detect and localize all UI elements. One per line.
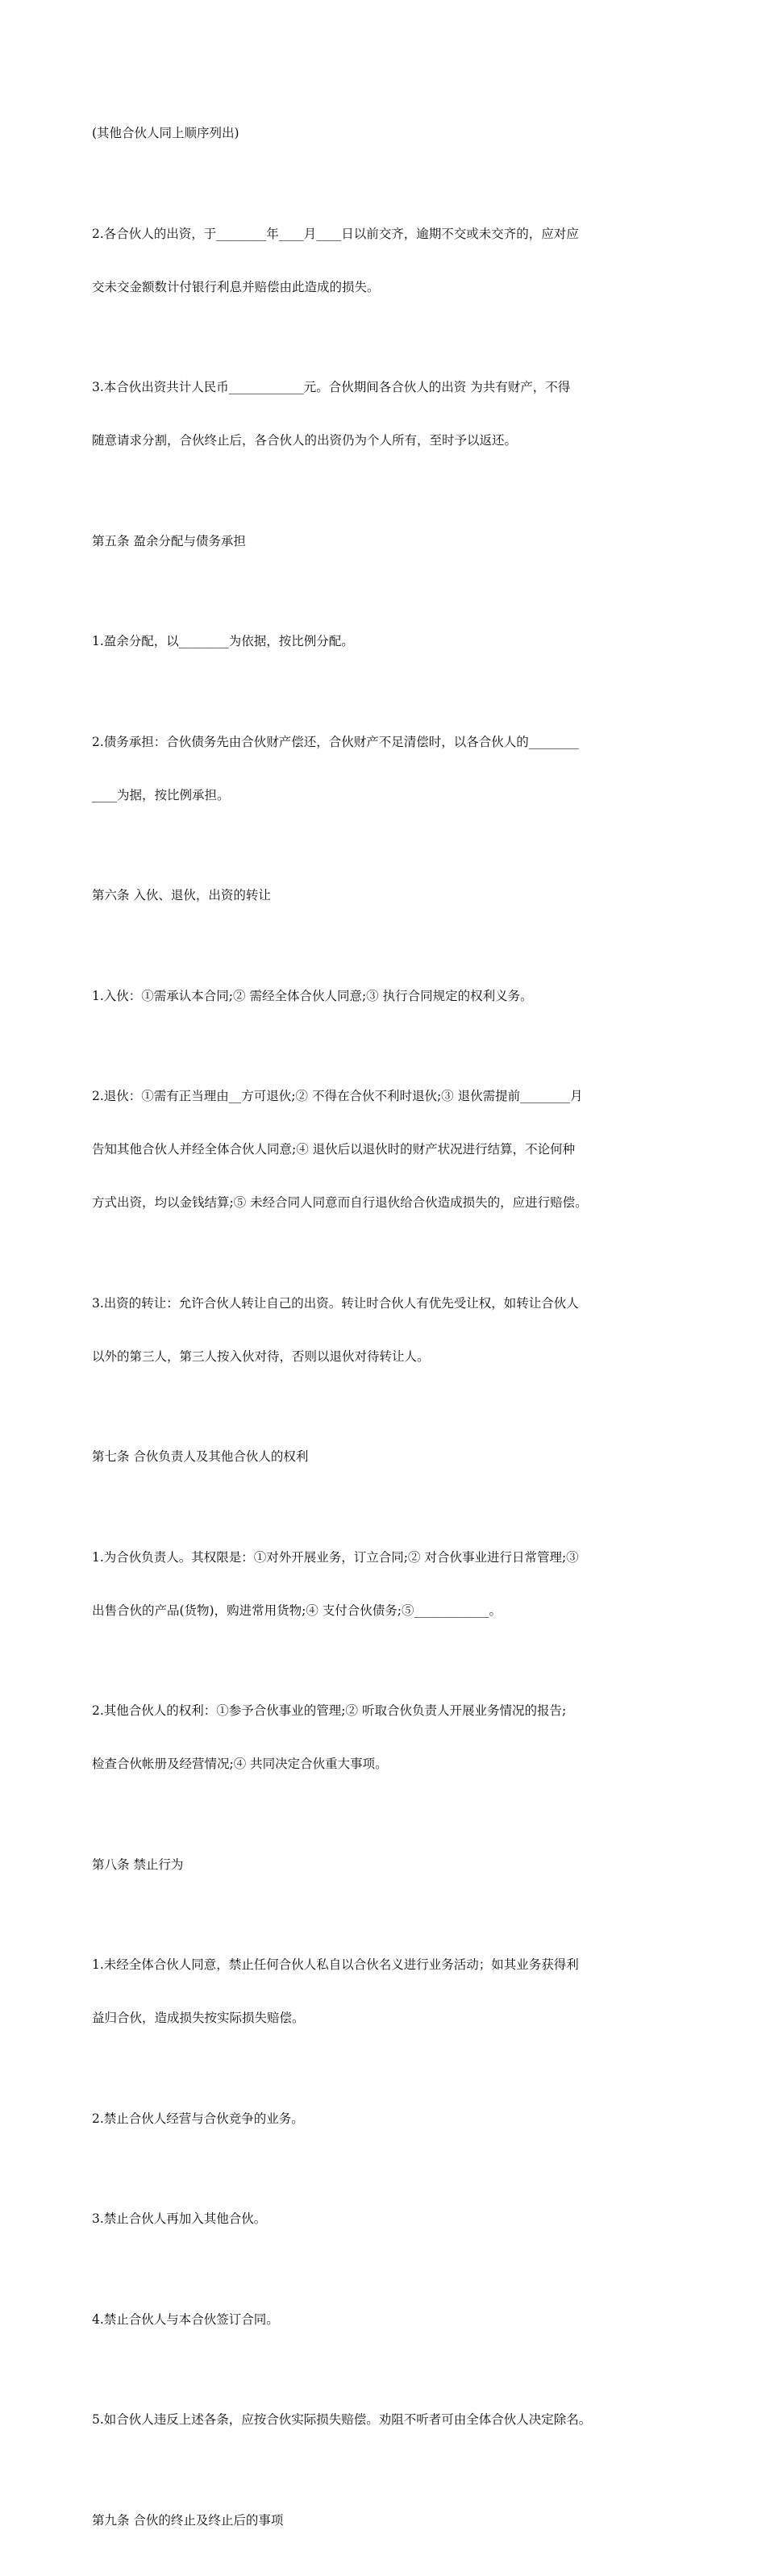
text-line: 3.出资的转让：允许合伙人转让自己的出资。转让时合伙人有优先受让权，如转让合伙人 <box>92 1295 579 1311</box>
paragraph-contribution-deadline <box>92 190 681 331</box>
text-line: 3.禁止合伙人再加入其他合伙。 <box>92 2211 267 2226</box>
text-line: 益归合伙，造成损失按实际损失赔偿。 <box>92 2011 305 2025</box>
paragraph-prohibition-2 <box>92 2074 681 2163</box>
text-line: 1.为合伙负责人。其权限是：①对外开展业务，订立合同;② 对合伙事业进行日常管理;③ <box>92 1549 579 1565</box>
heading-text: 第五条 盈余分配与债务承担 <box>92 533 246 548</box>
paragraph-total-contribution <box>92 343 681 485</box>
text-line: 方式出资，均以金钱结算;⑤ 未经合同人同意而自行退伙给合伙造成损失的，应进行赔偿。 <box>92 1195 588 1210</box>
paragraph-debt-liability <box>92 698 681 840</box>
paragraph-profit-distribution <box>92 597 681 686</box>
text-line: 2.债务承担：合伙债务先由合伙财产偿还，合伙财产不足清偿时，以各合伙人的________ <box>92 734 579 749</box>
document-page <box>92 89 681 2576</box>
text-line: 检查合伙帐册及经营情况;④ 共同决定合伙重大事项。 <box>92 1757 388 1771</box>
text-line: 5.如合伙人违反上述各条，应按合伙实际损失赔偿。劝阻不听者可由全体合伙人决定除名。 <box>92 2412 592 2427</box>
heading-text: 第六条 入伙、退伙，出资的转让 <box>92 888 271 902</box>
paragraph-prohibition-5 <box>92 2375 681 2464</box>
section-heading-article-5 <box>92 497 681 586</box>
text-line: 随意请求分割，合伙终止后，各合伙人的出资仍为个人所有，至时予以返还。 <box>92 433 518 448</box>
paragraph-other-partners-note <box>92 89 681 177</box>
section-heading-article-9 <box>92 2476 681 2565</box>
section-heading-article-7 <box>92 1412 681 1501</box>
paragraph-other-partner-rights <box>92 1666 681 1808</box>
text-line: 2.禁止合伙人经营与合伙竞争的业务。 <box>92 2111 304 2126</box>
text-line: 交未交金额数计付银行利息并赔偿由此造成的损失。 <box>92 279 380 294</box>
paragraph-prohibition-1 <box>92 1920 681 2062</box>
paragraph-joining <box>92 952 681 1040</box>
text-line: 2.各合伙人的出资，于________年____月____日以前交齐，逾期不交或未交齐的，应对应 <box>92 226 579 241</box>
text-line: 2.其他合伙人的权利：①参予合伙事业的管理;② 听取合伙负责人开展业务情况的报告; <box>92 1703 567 1718</box>
text-line: 4.禁止合伙人与本合伙签订合同。 <box>92 2311 279 2327</box>
text-line: 1.入伙：①需承认本合同;② 需经全体合伙人同意;③ 执行合同规定的权利义务。 <box>92 988 533 1003</box>
text-line: 1.盈余分配，以________为依据，按比例分配。 <box>92 634 354 648</box>
paragraph-contribution-transfer <box>92 1259 681 1401</box>
heading-text: 第七条 合伙负责人及其他合伙人的权利 <box>92 1449 309 1464</box>
text-line: (其他合伙人同上顺序列出) <box>92 126 239 140</box>
text-line: 出售合伙的产品(货物)，购进常用货物;④ 支付合伙债务;⑤____________。 <box>92 1603 502 1618</box>
heading-text: 第九条 合伙的终止及终止后的事项 <box>92 2512 284 2528</box>
text-line: 以外的第三人，第三人按入伙对待，否则以退伙对待转让人。 <box>92 1348 430 1364</box>
text-line: ____为据，按比例承担。 <box>92 787 230 802</box>
paragraph-responsible-partner <box>92 1513 681 1655</box>
heading-text: 第八条 禁止行为 <box>92 1857 184 1872</box>
section-heading-article-6 <box>92 851 681 940</box>
text-line: 1.未经全体合伙人同意，禁止任何合伙人私自以合伙名义进行业务活动；如其业务获得利 <box>92 1957 579 1972</box>
text-line: 3.本合伙出资共计人民币____________元。合伙期间各合伙人的出资 为共有财产，不得 <box>92 380 571 394</box>
paragraph-withdrawal <box>92 1052 681 1247</box>
text-line: 告知其他合伙人并经全体合伙人同意;④ 退伙后以退伙时的财产状况进行结算，不论何种 <box>92 1142 576 1157</box>
text-line: 2.退伙：①需有正当理由__方可退伙;② 不得在合伙不利时退伙;③ 退伙需提前________月 <box>92 1089 583 1103</box>
section-heading-article-8 <box>92 1820 681 1909</box>
paragraph-prohibition-4 <box>92 2275 681 2364</box>
paragraph-prohibition-3 <box>92 2174 681 2263</box>
